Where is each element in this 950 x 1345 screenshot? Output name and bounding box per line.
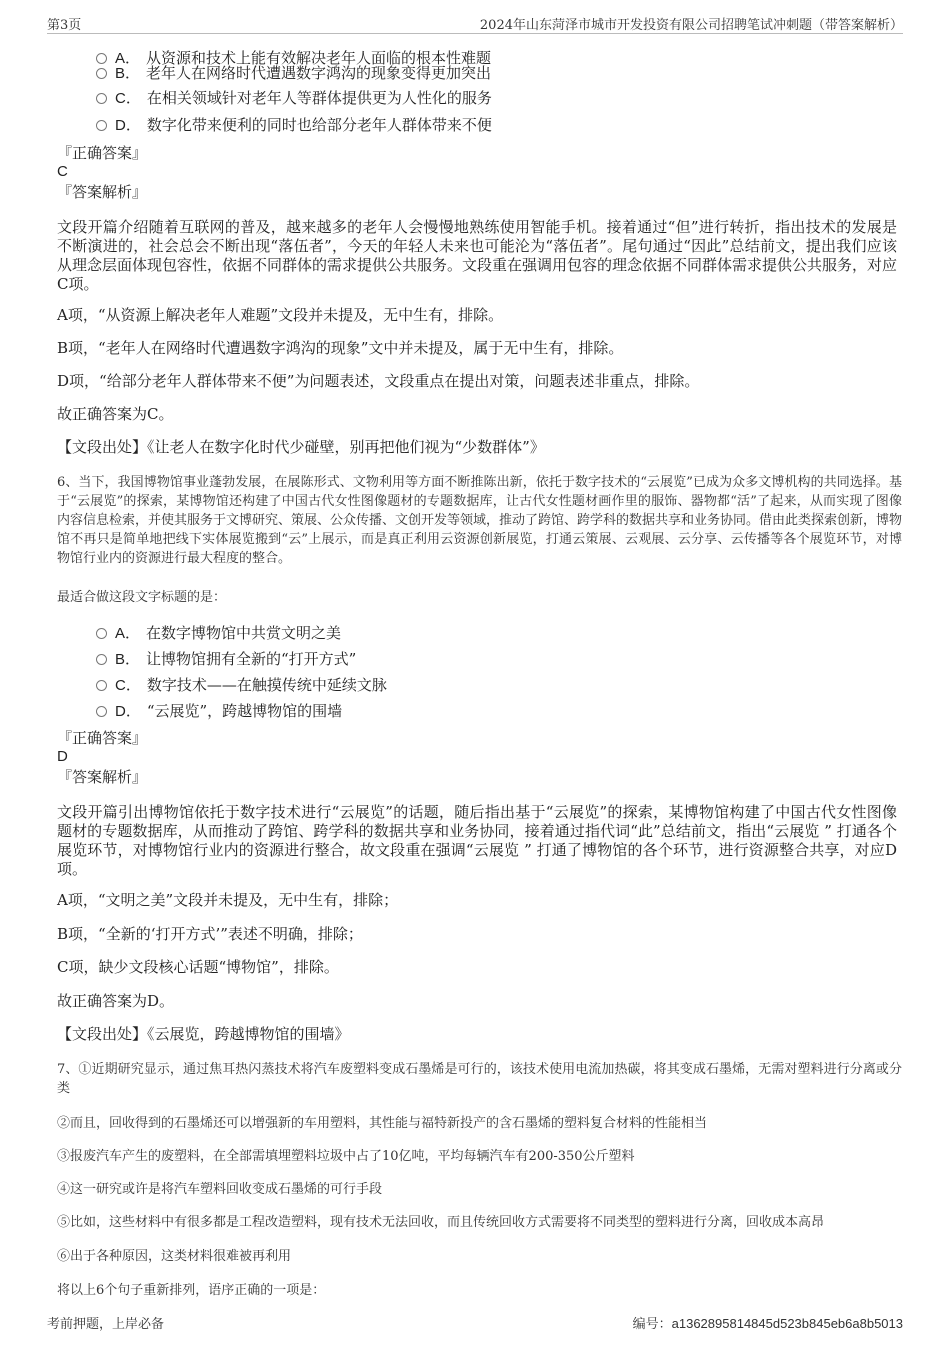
code-value: a1362895814845d523b845eb6a8b5013 (671, 1316, 903, 1331)
q6-option-a[interactable]: A． 在数字博物馆中共赏文明之美 (96, 624, 341, 643)
q6-question: 最适合做这段文字标题的是： (57, 590, 227, 605)
q5-note-a: A项，“从资源上解决老年人难题”文段并未提及，无中生有，排除。 (57, 306, 504, 324)
radio-icon[interactable] (96, 93, 107, 104)
q5-answer-label: 『正确答案』 (57, 144, 148, 162)
option-text: “云展览”，跨越博物馆的围墙 (146, 702, 343, 720)
q6-stem: 6、当下，我国博物馆事业蓬勃发展，在展陈形式、文物利用等方面不断推陈出新，依托于数字技术的“云展览”已成为众多文博机构的共同选择。基于“云展览”的探索，某博物馆还构建了中国古代女性图像题材的专题数据库，让古代女性题材画作里的服饰、器物都“活”了起来，从而实现了图像内容信息检索，并使其服务于文博研究、策展、公众传播、文创开发等领域，推动了跨馆、跨学科的数据共享和业务协同。借由此类探索创新，博物馆不再只是简单地把线下实体展览搬到“云”上展示，而是真正利用云资源创新展览，打通云策展、云观展、云分享、云传播等各个展览环节，对博物馆行业内的资源进行最大程度的整合。 (57, 475, 903, 566)
q6-source: 【文段出处】《云展览，跨越博物馆的围墙》 (57, 1025, 350, 1043)
radio-icon[interactable] (96, 654, 107, 665)
q5-option-a[interactable]: A． 从资源和技术上能有效解决老年人面临的根本性难题 (96, 49, 491, 68)
document-title: 2024年山东菏泽市城市开发投资有限公司招聘笔试冲刺题（带答案解析） (479, 18, 903, 33)
q7-sentence-5: ⑤比如，这些材料中有很多都是工程改造塑料，现有技术无法回收，而且传统回收方式需要将不同类型的塑料进行分离，回收成本高昂 (57, 1215, 825, 1230)
option-text: 数字化带来便利的同时也给部分老年人群体带来不便 (146, 116, 492, 134)
q6-note-a: A项，“文明之美”文段并未提及，无中生有，排除； (57, 891, 399, 909)
q5-source: 【文段出处】《让老人在数字化时代少碰壁，别再把他们视为“少数群体”》 (57, 438, 545, 456)
option-text: 在数字博物馆中共赏文明之美 (146, 624, 342, 642)
q5-analysis-label: 『答案解析』 (57, 183, 148, 201)
q6-option-c[interactable]: C． 数字技术——在触摸传统中延续文脉 (96, 676, 387, 695)
q7-sentence-2: ②而且，回收得到的石墨烯还可以增强新的车用塑料，其性能与福特新投产的含石墨烯的塑料复合材料的性能相当 (57, 1116, 708, 1131)
q6-option-b[interactable]: B． 让博物馆拥有全新的“打开方式” (96, 650, 356, 669)
radio-icon[interactable] (96, 628, 107, 639)
q7-question: 将以上6个句子重新排列，语序正确的一项是： (57, 1283, 326, 1298)
q7-stem: 7、①近期研究显示，通过焦耳热闪蒸技术将汽车废塑料变成石墨烯是可行的，该技术使用电流加热碳，将其变成石墨烯，无需对塑料进行分离或分类 (57, 1062, 902, 1096)
q5-note-d: D项，“给部分老年人群体带来不便”为问题表述，文段重点在提出对策，问题表述非重点，排除。 (57, 372, 700, 390)
q6-analysis: 文段开篇引出博物馆依托于数字技术进行“云展览”的话题，随后指出基于“云展览”的探索，某博物馆构建了中国古代女性图像题材的专题数据库，从而推动了跨馆、跨学科的数据共享和业务协同，接着通过指代词“此”总结前文，指出“云展览 ” 打通各个展览环节，对博物馆行业内的资源进行整合，故文段重在强调“云展览 ” 打通了博物馆的各个环节，进行资源整合共享，对应D项。 (57, 803, 897, 878)
radio-icon[interactable] (96, 68, 107, 79)
option-text: 数字技术——在触摸传统中延续文脉 (146, 676, 387, 694)
q6-option-d[interactable]: D． “云展览”，跨越博物馆的围墙 (96, 702, 342, 721)
option-text: 从资源和技术上能有效解决老年人面临的根本性难题 (146, 49, 492, 67)
code-label: 编号： (632, 1317, 672, 1332)
q5-analysis: 文段开篇介绍随着互联网的普及，越来越多的老年人会慢慢地熟练使用智能手机。接着通过“但”进行转折，指出技术的发展是不断演进的，社会总会不断出现“落伍者”，今天的年轻人未来也可能沦为“落伍者”。尾句通过“因此”总结前文，提出我们应该从理念层面体现包容性，依据不同群体的需求提供公共服务。文段重在强调用包容的理念依据不同群体需求提供公共服务，对应C项。 (57, 218, 898, 293)
q6-note-c: C项，缺少文段核心话题“博物馆”，排除。 (57, 958, 339, 976)
option-text: 在相关领域针对老年人等群体提供更为人性化的服务 (146, 89, 492, 107)
q6-note-b: B项，“全新的‘打开方式’”表述不明确，排除； (57, 925, 363, 943)
radio-icon[interactable] (96, 53, 107, 64)
option-text: 老年人在网络时代遭遇数字鸿沟的现象变得更加突出 (146, 64, 492, 82)
q6-answer-label: 『正确答案』 (57, 729, 148, 747)
q5-answer: C (57, 163, 68, 180)
q5-note-b: B项，“老年人在网络时代遭遇数字鸿沟的现象”文中并未提及，属于无中生有，排除。 (57, 339, 624, 357)
radio-icon[interactable] (96, 706, 107, 717)
q5-option-b[interactable]: B． 老年人在网络时代遭遇数字鸿沟的现象变得更加突出 (96, 64, 491, 83)
page-footer (47, 1313, 903, 1331)
q6-conclusion: 故正确答案为D。 (57, 992, 175, 1010)
q6-analysis-label: 『答案解析』 (57, 768, 148, 786)
page-number: 第3页 (47, 18, 82, 33)
q7-sentence-6: ⑥出于各种原因，这类材料很难被再利用 (57, 1249, 292, 1264)
header-divider (47, 33, 903, 34)
radio-icon[interactable] (96, 120, 107, 131)
q6-answer: D (57, 748, 68, 765)
option-text: 让博物馆拥有全新的“打开方式” (146, 650, 357, 668)
q5-option-c[interactable]: C． 在相关领域针对老年人等群体提供更为人性化的服务 (96, 89, 492, 108)
q7-sentence-3: ③报废汽车产生的废塑料，在全部需填埋塑料垃圾中占了10亿吨，平均每辆汽车有200-350公斤塑料 (57, 1149, 635, 1164)
q7-sentence-4: ④这一研究或许是将汽车塑料回收变成石墨烯的可行手段 (57, 1182, 383, 1197)
q5-option-d[interactable]: D． 数字化带来便利的同时也给部分老年人群体带来不便 (96, 116, 492, 135)
q5-conclusion: 故正确答案为C。 (57, 405, 174, 423)
footer-slogan: 考前押题，上岸必备 (47, 1317, 165, 1332)
page-header (47, 14, 903, 32)
document-code (633, 1313, 903, 1332)
radio-icon[interactable] (96, 680, 107, 691)
